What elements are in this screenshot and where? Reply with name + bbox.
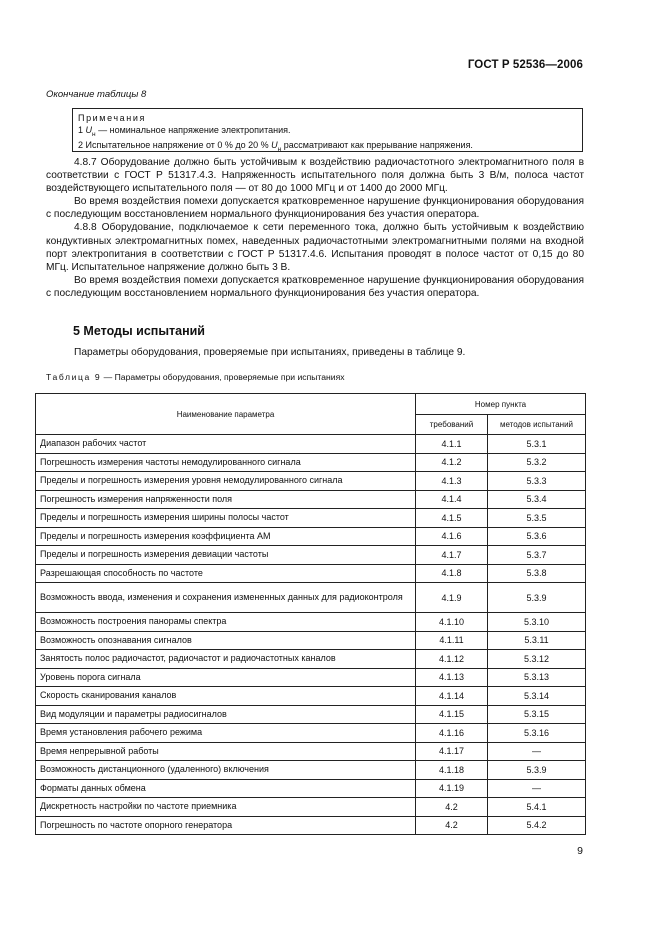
table-row: [36, 583, 586, 613]
table-row: [36, 546, 586, 565]
paragraph: 4.8.7 Оборудование должно быть устойчивым к воздействию радиочастотного электромагнитного поля в соответствии с ГОСТ Р 51317.4.3. Напряженность испытательного поля должна быть 3 В/м, полоса частот воздействующего испытательного поля — от 80 до 1000 МГц и от 1400 до 2000 МГц.: [46, 157, 584, 195]
parameter-name-cell: Занятость полос радиочастот, радиочастот и радиочастотных каналов: [36, 650, 416, 669]
method-point-cell: 5.3.14: [488, 687, 586, 706]
requirement-point-cell: 4.1.6: [416, 527, 488, 546]
requirement-point-cell: 4.1.3: [416, 472, 488, 491]
method-point-cell: —: [488, 742, 586, 761]
standard-code: ГОСТ Р 52536—2006: [467, 59, 583, 71]
note-text: рассматривают как прерывание напряжения.: [281, 139, 473, 150]
note-prefix: 2 Испытательное напряжение от 0 % до 20 %: [78, 139, 272, 150]
paragraph: Во время воздействия помехи допускается кратковременное нарушение функционирования оборудования с последующим восстановлением нормального функционирования без участия оператора.: [46, 274, 584, 299]
parameter-name-cell: Время установления рабочего режима: [36, 724, 416, 743]
method-point-cell: 5.3.13: [488, 668, 586, 687]
parameter-name-cell: Скорость сканирования каналов: [36, 687, 416, 706]
voltage-subscript: н: [277, 145, 282, 153]
parameter-name-cell: Возможность ввода, изменения и сохранения измененных данных для радиоконтроля: [36, 583, 416, 613]
paragraph: Во время воздействия помехи допускается кратковременное нарушение функционирования оборудования с последующим восстановлением нормального функционирования без участия оператора.: [46, 196, 584, 221]
requirement-point-cell: 4.2: [416, 816, 488, 835]
requirement-point-cell: 4.1.1: [416, 435, 488, 454]
requirement-point-cell: 4.1.7: [416, 546, 488, 565]
voltage-symbol: U: [85, 124, 93, 135]
requirement-point-cell: 4.1.16: [416, 724, 488, 743]
method-point-cell: —: [488, 779, 586, 798]
parameter-name-cell: Вид модуляции и параметры радиосигналов: [36, 705, 416, 724]
parameter-name-cell: Дискретность настройки по частоте приемника: [36, 798, 416, 817]
table-row: [36, 490, 586, 509]
parameter-name-cell: Время непрерывной работы: [36, 742, 416, 761]
requirement-point-cell: 4.1.18: [416, 761, 488, 780]
parameter-name-cell: Пределы и погрешность измерения коэффициента АМ: [36, 527, 416, 546]
requirement-point-cell: 4.1.10: [416, 613, 488, 632]
table-row: [36, 435, 586, 454]
table-row: [36, 650, 586, 669]
requirement-point-cell: 4.1.8: [416, 564, 488, 583]
note-item: [78, 125, 582, 140]
requirement-point-cell: 4.1.11: [416, 631, 488, 650]
table-row: [36, 798, 586, 817]
requirement-point-cell: 4.1.15: [416, 705, 488, 724]
table-row: [36, 453, 586, 472]
table-row: [36, 816, 586, 835]
voltage-symbol: U: [271, 139, 278, 150]
table-row: [36, 527, 586, 546]
voltage-subscript: н: [92, 130, 96, 138]
parameter-name-cell: Возможность дистанционного (удаленного) включения: [36, 761, 416, 780]
table-row: [36, 761, 586, 780]
method-point-cell: 5.3.6: [488, 527, 586, 546]
table-row: [36, 613, 586, 632]
method-point-cell: 5.3.12: [488, 650, 586, 669]
table-body: [36, 435, 586, 835]
table-row: [36, 687, 586, 706]
requirement-point-cell: 4.1.5: [416, 509, 488, 528]
table-row: [36, 631, 586, 650]
method-point-cell: 5.3.8: [488, 564, 586, 583]
parameter-name-cell: Погрешность измерения частоты немодулированного сигнала: [36, 453, 416, 472]
method-point-cell: 5.3.10: [488, 613, 586, 632]
table-row: [36, 509, 586, 528]
method-point-cell: 5.3.5: [488, 509, 586, 528]
page-number: 9: [577, 845, 583, 857]
parameters-table: [35, 393, 586, 835]
header-requirements: требований: [416, 415, 488, 435]
method-point-cell: 5.4.1: [488, 798, 586, 817]
parameter-name-cell: Диапазон рабочих частот: [36, 435, 416, 454]
parameter-name-cell: Пределы и погрешность измерения ширины полосы частот: [36, 509, 416, 528]
body-text: [46, 156, 584, 300]
notes-box: [72, 108, 583, 152]
method-point-cell: 5.3.3: [488, 472, 586, 491]
parameter-name-cell: Форматы данных обмена: [36, 779, 416, 798]
method-point-cell: 5.3.15: [488, 705, 586, 724]
parameter-name-cell: Разрешающая способность по частоте: [36, 564, 416, 583]
method-point-cell: 5.3.9: [488, 583, 586, 613]
table-row: [36, 564, 586, 583]
table-9-caption: [46, 372, 345, 382]
parameter-name-cell: Погрешность измерения напряженности поля: [36, 490, 416, 509]
note-item: [78, 140, 582, 155]
requirement-point-cell: 4.1.9: [416, 583, 488, 613]
table-9-caption-text: — Параметры оборудования, проверяемые при испытаниях: [101, 372, 345, 382]
method-point-cell: 5.3.2: [488, 453, 586, 472]
method-point-cell: 5.3.7: [488, 546, 586, 565]
parameter-name-cell: Погрешность по частоте опорного генератора: [36, 816, 416, 835]
section-intro: Параметры оборудования, проверяемые при испытаниях, приведены в таблице 9.: [74, 347, 466, 358]
method-point-cell: 5.3.1: [488, 435, 586, 454]
parameter-name-cell: Уровень порога сигнала: [36, 668, 416, 687]
method-point-cell: 5.3.16: [488, 724, 586, 743]
requirement-point-cell: 4.1.14: [416, 687, 488, 706]
table-row: [36, 742, 586, 761]
table-row: [36, 668, 586, 687]
header-test-methods: методов испытаний: [488, 415, 586, 435]
table-row: [36, 472, 586, 491]
requirement-point-cell: 4.1.17: [416, 742, 488, 761]
table-8-end-caption: Окончание таблицы 8: [46, 89, 147, 100]
method-point-cell: 5.3.9: [488, 761, 586, 780]
header-point-number: Номер пункта: [416, 394, 586, 415]
table-row: [36, 724, 586, 743]
parameter-name-cell: Возможность опознавания сигналов: [36, 631, 416, 650]
header-parameter-name: Наименование параметра: [36, 394, 416, 435]
parameter-name-cell: Пределы и погрешность измерения уровня немодулированного сигнала: [36, 472, 416, 491]
requirement-point-cell: 4.1.4: [416, 490, 488, 509]
note-text: — номинальное напряжение электропитания.: [95, 124, 291, 135]
requirement-point-cell: 4.1.13: [416, 668, 488, 687]
section-title: 5 Методы испытаний: [73, 324, 205, 338]
requirement-point-cell: 4.1.12: [416, 650, 488, 669]
requirement-point-cell: 4.2: [416, 798, 488, 817]
table-row: [36, 705, 586, 724]
method-point-cell: 5.3.4: [488, 490, 586, 509]
table-9-caption-label: Таблица 9: [46, 372, 102, 382]
table-row: [36, 779, 586, 798]
parameter-name-cell: Возможность построения панорамы спектра: [36, 613, 416, 632]
parameter-name-cell: Пределы и погрешность измерения девиации частоты: [36, 546, 416, 565]
requirement-point-cell: 4.1.19: [416, 779, 488, 798]
paragraph: 4.8.8 Оборудование, подключаемое к сети переменного тока, должно быть устойчивым к воздействию кондуктивных электромагнитных помех, наведенных радиочастотными электромагнитными полями на входной порт электропитания в соответствии с ГОСТ Р 51317.4.6. Испытания проводят в полосе частот от 0,15 до 80 МГц. Испытательное напряжение должно быть 3 В.: [46, 222, 584, 273]
requirement-point-cell: 4.1.2: [416, 453, 488, 472]
note-prefix: 1: [78, 124, 86, 135]
method-point-cell: 5.3.11: [488, 631, 586, 650]
method-point-cell: 5.4.2: [488, 816, 586, 835]
notes-title: Примечания: [78, 113, 146, 123]
